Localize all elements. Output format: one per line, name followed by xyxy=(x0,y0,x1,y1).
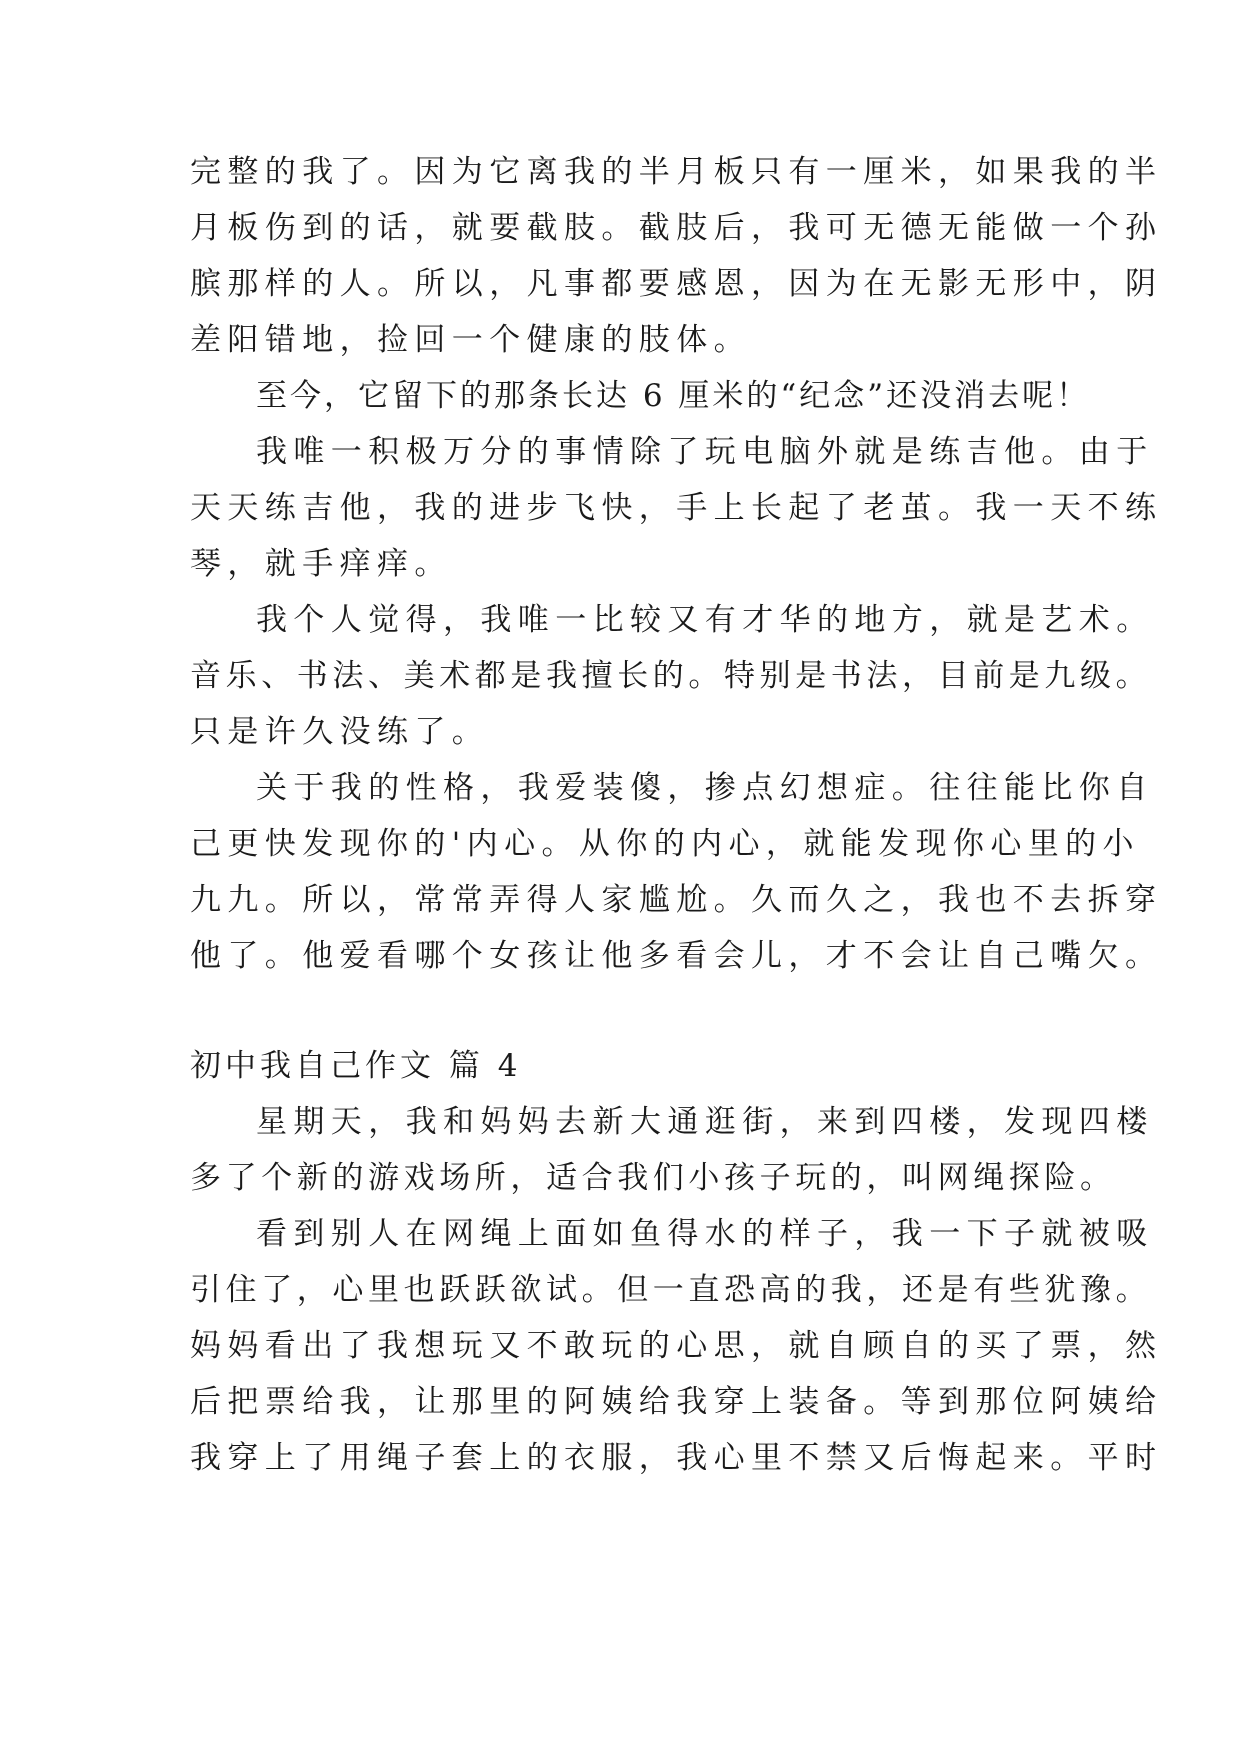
text-line: 月板伤到的话，就要截肢。截肢后，我可无德无能做一个孙 xyxy=(190,210,1163,246)
text-line: 星期天，我和妈妈去新大通逛街，来到四楼，发现四楼 xyxy=(256,1104,1154,1140)
text-line: 九九。所以，常常弄得人家尴尬。久而久之，我也不去拆穿 xyxy=(190,882,1163,918)
text-line: 我个人觉得，我唯一比较又有才华的地方，就是艺术。 xyxy=(256,602,1154,638)
text-line: 我穿上了用绳子套上的衣服，我心里不禁又后悔起来。平时 xyxy=(190,1440,1163,1476)
text-line: 天天练吉他，我的进步飞快，手上长起了老茧。我一天不练 xyxy=(190,490,1163,526)
text-line: 他了。他爱看哪个女孩让他多看会儿，才不会让自己嘴欠。 xyxy=(190,938,1163,974)
text-line: 音乐、书法、美术都是我擅长的。特别是书法，目前是九级。 xyxy=(190,658,1152,694)
text-line: 只是许久没练了。 xyxy=(190,714,490,750)
section-heading: 初中我自己作文 篇 4 xyxy=(190,1048,522,1084)
text-line: 差阳错地，捡回一个健康的肢体。 xyxy=(190,322,751,358)
text-line: 妈妈看出了我想玩又不敢玩的心思，就自顾自的买了票，然 xyxy=(190,1328,1163,1364)
text-line: 琴，就手痒痒。 xyxy=(190,546,452,582)
text-line: 膑那样的人。所以，凡事都要感恩，因为在无影无形中，阴 xyxy=(190,266,1163,302)
text-line: 我唯一积极万分的事情除了玩电脑外就是练吉他。由于 xyxy=(256,434,1154,470)
text-line: 看到别人在网绳上面如鱼得水的样子，我一下子就被吸 xyxy=(256,1216,1154,1252)
text-line: 多了个新的游戏场所，适合我们小孩子玩的，叫网绳探险。 xyxy=(190,1160,1116,1196)
text-line: 后把票给我，让那里的阿姨给我穿上装备。等到那位阿姨给 xyxy=(190,1384,1163,1420)
text-line: 己更快发现你的'内心。从你的内心，就能发现你心里的小 xyxy=(190,826,1140,862)
text-line: 关于我的性格，我爱装傻，掺点幻想症。往往能比你自 xyxy=(256,770,1154,806)
text-line: 引住了，心里也跃跃欲试。但一直恐高的我，还是有些犹豫。 xyxy=(190,1272,1152,1308)
text-line: 完整的我了。因为它离我的半月板只有一厘米，如果我的半 xyxy=(190,154,1163,190)
text-line: 至今，它留下的那条长达 6 厘米的“纪念”还没消去呢！ xyxy=(256,378,1091,414)
